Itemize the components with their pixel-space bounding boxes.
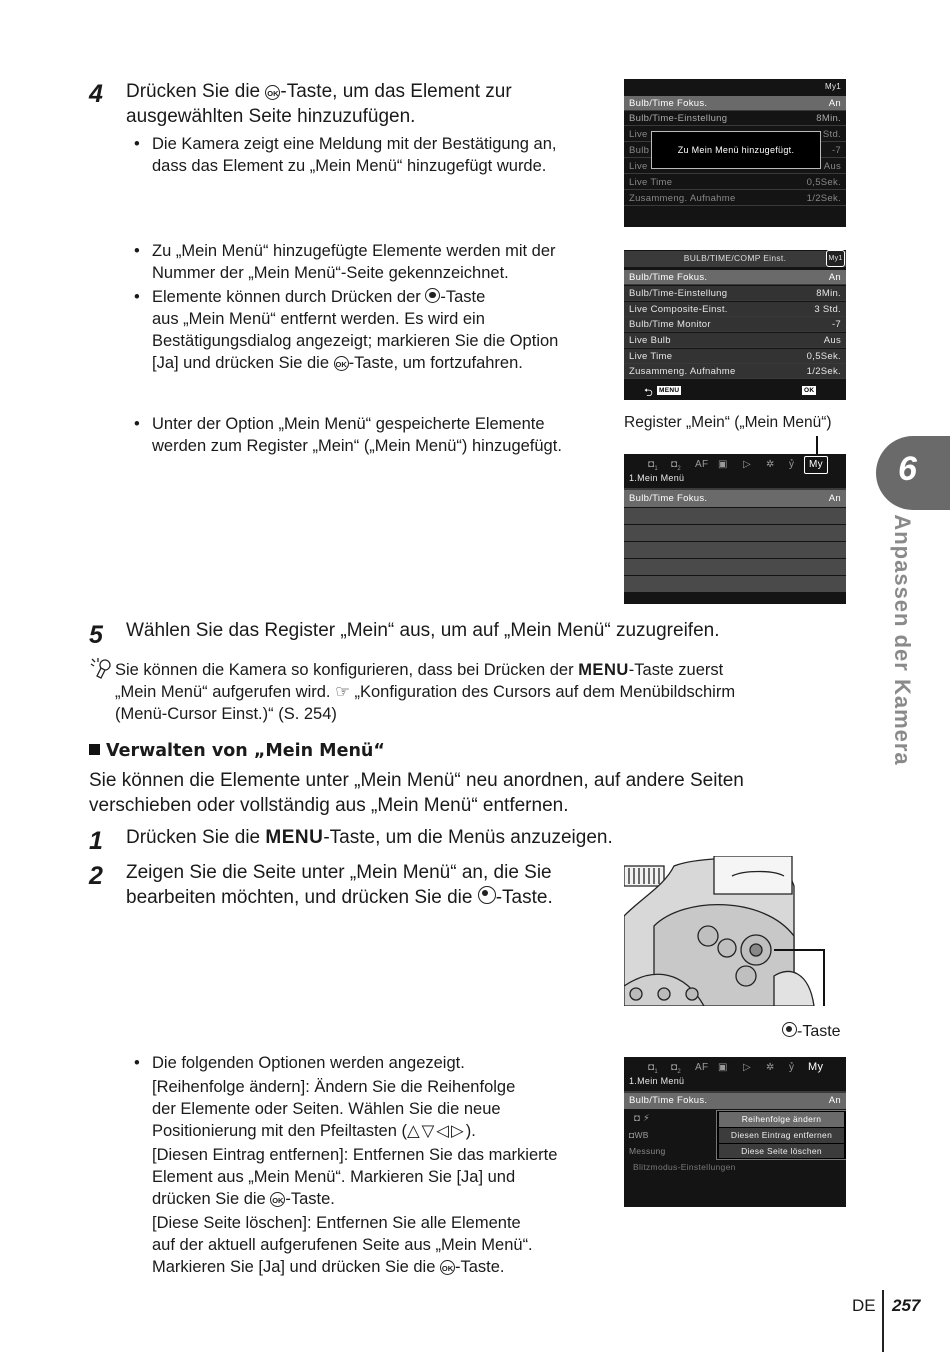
af-tab: AF: [695, 459, 709, 470]
step-text: Drücken Sie die MENU-Taste, um die Menüs anzuzeigen.: [126, 827, 613, 848]
popup-option-reorder[interactable]: Reihenfolge ändern: [719, 1112, 844, 1127]
page-label: 1.Mein Menü: [629, 1076, 685, 1086]
wrench-icon: ỷ: [789, 459, 795, 470]
step-number: 1: [89, 827, 103, 855]
text: -Taste.: [455, 1258, 505, 1276]
text: Zu „Mein Menü“ hinzugefügte Elemente werden mit der: [152, 242, 556, 260]
camera-tab-icon: $◘_1$: [648, 1062, 658, 1075]
text: -Taste.: [495, 887, 553, 908]
ok-button-icon: OK: [270, 1192, 285, 1207]
text: „Mein Menü“ aufgerufen wird.: [115, 683, 336, 701]
af-tab: AF: [695, 1062, 709, 1073]
text: der Elemente oder Seiten. Wählen Sie die neue: [152, 1100, 501, 1118]
menu-row: Bulb/Time Fokus. An: [624, 490, 846, 507]
camera-screen-bulb-menu: [624, 250, 846, 400]
empty-row: [624, 542, 846, 558]
camera-tab-icon: $◘_2$: [671, 459, 681, 472]
register-caption: Register „Mein“ („Mein Menü“): [624, 414, 832, 431]
text: ausgewählten Seite hinzuzufügen.: [126, 106, 416, 127]
text: -Taste.: [285, 1190, 335, 1208]
option-description: [152, 1212, 612, 1278]
step-number: 2: [89, 862, 103, 890]
popup-option-delete-page[interactable]: Diese Seite löschen: [719, 1144, 844, 1158]
camera-tab-icon: $◘_2$: [671, 1062, 681, 1075]
ok-button-icon: OK: [334, 356, 349, 371]
chapter-title: Anpassen der Kamera: [890, 514, 915, 766]
camera-screen-options-popup: [624, 1057, 846, 1207]
step-text: Wählen Sie das Register „Mein“ aus, um auf „Mein Menü“ zuzugreifen.: [126, 620, 720, 641]
text: „Konfiguration des Cursors auf dem Menübildschirm: [349, 683, 736, 701]
camera-screen-my-menu-tab: [624, 454, 846, 604]
text: [Reihenfolge ändern]: Ändern Sie die Reihenfolge: [152, 1078, 516, 1096]
menu-key-label: MENU: [265, 827, 324, 848]
page-number: 257: [892, 1296, 921, 1315]
menu-row: Bulb/Time-Einstellung 8Min.: [624, 286, 846, 301]
text: Zeigen Sie die Seite unter „Mein Menü“ an, die Sie: [126, 862, 552, 883]
popup-option-remove-entry[interactable]: Diesen Eintrag entfernen: [719, 1128, 844, 1143]
camera-caption: -Taste: [782, 1022, 841, 1041]
section-paragraph: [89, 768, 789, 818]
menu-row: Live Composite-Einst. 3 Std.: [624, 302, 846, 317]
text: Drücken Sie die: [126, 81, 266, 102]
my-menu-tab: My: [808, 1061, 824, 1073]
select-button-icon: [782, 1022, 797, 1037]
menu-row: Bulb/Time-Einstellung 8Min.: [624, 111, 846, 126]
arrow-keys-icon: △▽◁▷: [406, 1122, 466, 1140]
text: [Diese Seite löschen]: Entfernen Sie alle Elemente: [152, 1214, 521, 1232]
menu-row: ◘ ⚡: [634, 1113, 650, 1124]
text: verschieben oder vollständig aus „Mein Menü“ entfernen.: [89, 795, 569, 816]
camera-tab-icon: $◘_1$: [648, 459, 658, 472]
text: aus „Mein Menü“ entfernt werden. Es wird ein: [152, 310, 485, 328]
playback-tab-icon: ▷: [743, 459, 751, 470]
text: Die folgenden Optionen werden angezeigt.: [152, 1054, 465, 1072]
text: Nummer der „Mein Menü“-Seite gekennzeichnet.: [152, 264, 509, 282]
select-button-icon: [478, 886, 496, 904]
text: Sie können die Elemente unter „Mein Menü“ neu anordnen, auf andere Seiten: [89, 770, 744, 791]
menu-row: Bulb/Time Monitor -7: [624, 317, 846, 332]
my-menu-tag: My1: [824, 82, 841, 91]
text: [Diesen Eintrag entfernen]: Entfernen Sie das markierte: [152, 1146, 558, 1164]
text: Bestätigungsdialog angezeigt; markieren Sie die Option: [152, 332, 559, 350]
menu-row: Live Time 0,5Sek.: [624, 349, 846, 364]
step-number: 5: [89, 621, 103, 649]
reference-icon: ☞: [335, 683, 350, 701]
text: bearbeiten möchten, und drücken Sie die: [126, 887, 478, 908]
bullet-item: • Zu „Mein Menü“ hinzugefügte Elemente werden mit der Nummer der „Mein Menü“-Seite gekennzeichnet.: [134, 242, 556, 282]
back-icon: ⮌: [644, 387, 654, 399]
chapter-number: 6: [898, 450, 917, 488]
square-bullet-icon: [89, 744, 100, 755]
page-label: 1.Mein Menü: [629, 473, 685, 483]
step-number: 4: [89, 80, 103, 108]
wrench-icon: ỷ: [789, 1062, 795, 1073]
menu-key-label: MENU: [659, 387, 680, 394]
text: werden zum Register „Mein“ („Mein Menü“) hinzugefügt.: [152, 437, 562, 455]
bullet-item: • Die Kamera zeigt eine Meldung mit der Bestätigung an, dass das Element zu „Mein Menü“ hinzugefügt wurde.: [134, 135, 557, 175]
bullet-item: • Unter der Option „Mein Menü“ gespeicherte Elemente werden zum Register „Mein“ („Mein Menü“) hinzugefügt.: [134, 415, 562, 455]
empty-row: [624, 508, 846, 524]
video-tab-icon: ▣: [718, 1062, 728, 1073]
text: ).: [465, 1122, 476, 1140]
text: Element aus „Mein Menü“. Markieren Sie [Ja] und: [152, 1168, 516, 1186]
text: (Menü-Cursor Einst.)“ (S. 254): [115, 705, 337, 723]
callout-line: [816, 436, 818, 456]
menu-row: Messung: [629, 1146, 666, 1156]
ok-button-icon: OK: [265, 85, 280, 100]
options-popup: [716, 1110, 846, 1160]
section-heading: Verwalten von „Mein Menü“: [89, 741, 385, 761]
bullet-item: • Die folgenden Optionen werden angezeigt.: [134, 1054, 465, 1072]
tip-text: [115, 659, 835, 725]
tip-icon: [88, 658, 112, 680]
text: Markieren Sie [Ja] und drücken Sie die: [152, 1258, 440, 1276]
gear-icon: ✲: [766, 1062, 775, 1073]
playback-tab-icon: ▷: [743, 1062, 751, 1073]
text: Die Kamera zeigt eine Meldung mit der Bestätigung an,: [152, 135, 557, 153]
footer-divider: [882, 1290, 884, 1352]
my-menu-tag: My1: [826, 250, 845, 267]
video-tab-icon: ▣: [718, 459, 728, 470]
menu-row: Live Std.: [624, 127, 846, 142]
footer-lang: DE: [852, 1296, 876, 1315]
select-button-icon: [425, 288, 440, 303]
text: -Taste zuerst: [628, 661, 724, 679]
menu-row: Live Aus: [624, 159, 846, 174]
text: -Taste: [440, 288, 486, 306]
text: -Taste, um fortzufahren.: [348, 354, 523, 372]
gear-icon: ✲: [766, 459, 775, 470]
text: Sie können die Kamera so konfigurieren, dass bei Drücken der: [115, 661, 579, 679]
text: dass das Element zu „Mein Menü“ hinzugefügt wurde.: [152, 157, 547, 175]
menu-row: Bulb/Time Fokus. An: [624, 1093, 846, 1109]
step-text: [126, 79, 616, 129]
empty-row: [624, 525, 846, 541]
text: Elemente können durch Drücken der: [152, 288, 426, 306]
text: [Ja] und drücken Sie die: [152, 354, 334, 372]
text: drücken Sie die: [152, 1190, 271, 1208]
menu-row: Blitzmodus-Einstellungen: [633, 1162, 736, 1172]
menu-row: Zusammeng. Aufnahme 1/2Sek.: [624, 364, 846, 379]
ok-key-label: OK: [804, 387, 815, 394]
my-menu-tab: My: [804, 456, 828, 474]
bullet-item: • Elemente können durch Drücken der -Taste aus „Mein Menü“ entfernt werden. Es wird ein Bestätigungsdialog angezeigt; markieren Sie die Option [Ja] und drücken Sie die OK -Taste, um fortzufahren.: [134, 288, 559, 372]
empty-row: [624, 576, 846, 592]
text: auf der aktuell aufgerufenen Seite aus „Mein Menü“.: [152, 1236, 533, 1254]
step-text: [126, 860, 616, 910]
menu-row: Zusammeng. Aufnahme 1/2Sek.: [624, 191, 846, 206]
empty-row: [624, 559, 846, 575]
option-description: [152, 1144, 612, 1210]
camera-screen-added-confirmation: [624, 79, 846, 227]
menu-row: ◘WB: [629, 1130, 649, 1140]
menu-row: Bulb -7: [624, 143, 846, 158]
chapter-tab: [876, 436, 950, 510]
menu-key-label: MENU: [578, 661, 629, 679]
ok-button-icon: OK: [440, 1260, 455, 1275]
text: Unter der Option „Mein Menü“ gespeicherte Elemente: [152, 415, 545, 433]
menu-row: Live Bulb Aus: [624, 333, 846, 348]
text: -Taste, um das Element zur: [280, 81, 512, 102]
option-description: [152, 1076, 612, 1142]
menu-row: Live Time 0,5Sek.: [624, 175, 846, 190]
text: Positionierung mit den Pfeiltasten (: [152, 1122, 407, 1140]
menu-row: Bulb/Time Fokus. An: [624, 270, 846, 285]
menu-row: Bulb/Time Fokus. An: [624, 96, 846, 111]
camera-back-illustration: [624, 856, 846, 1006]
menu-header: BULB/TIME/COMP Einst.: [624, 251, 846, 267]
added-popup: Zu Mein Menü hinzugefügt.: [651, 131, 821, 169]
